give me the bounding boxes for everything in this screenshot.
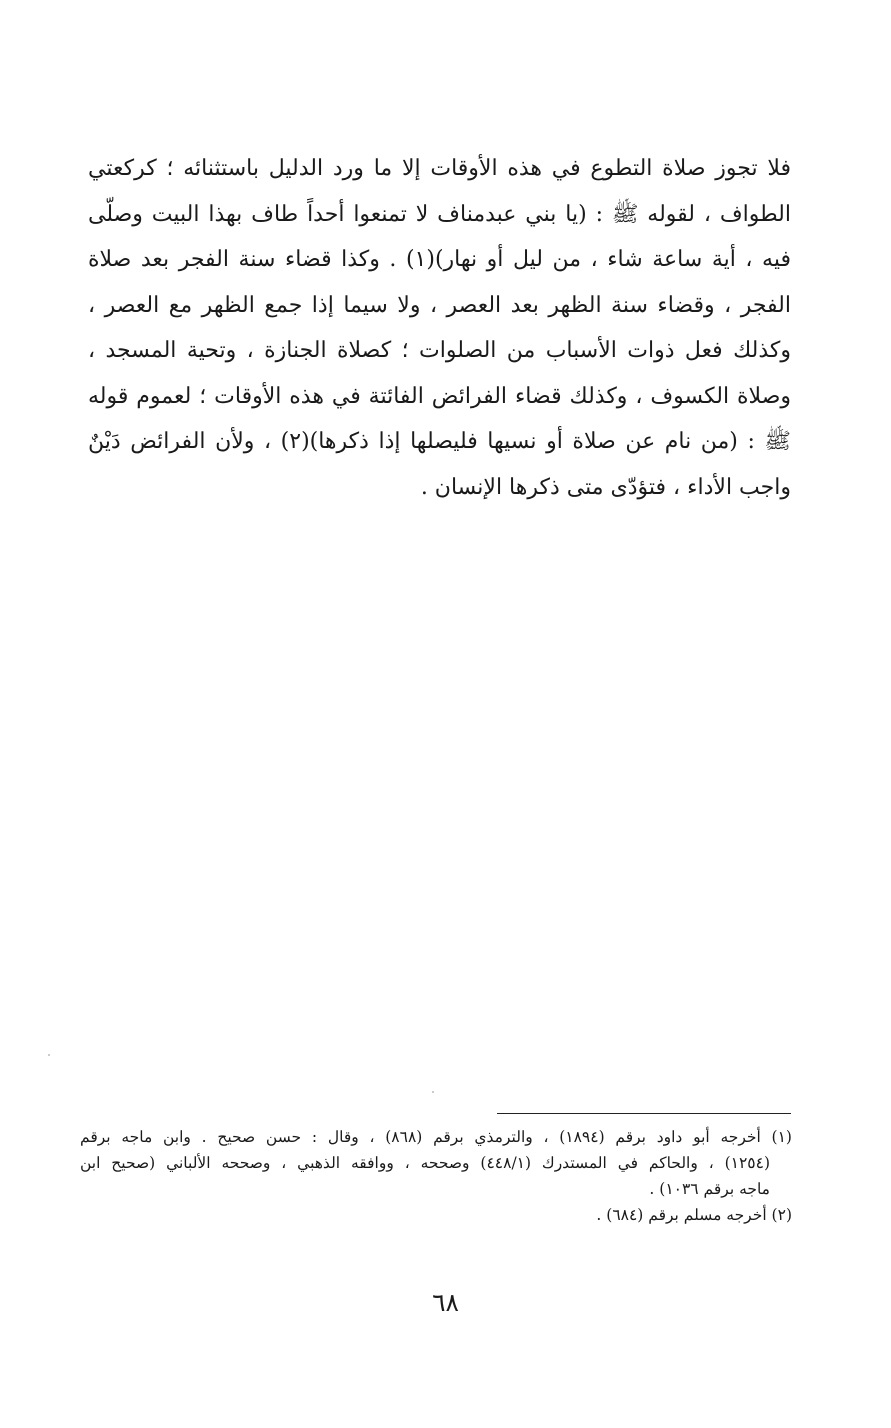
scan-speck [48,1054,50,1056]
paragraph-line-4: الفجر ، وقضاء سنة الظهر بعد العصر ، ولا سيما إذا جمع الظهر مع العصر ، [88,292,791,318]
paragraph-line-5: وكذلك فعل ذوات الأسباب من الصلوات ؛ كصلاة الجنازة ، وتحية المسجد ، [88,338,791,363]
main-paragraph [88,146,791,510]
footnote-1-line-1: (١) أخرجه أبو داود برقم (١٨٩٤) ، والترمذي برقم (٨٦٨) ، وقال : حسن صحيح . وابن ماجه برقم [80,1128,792,1146]
footnote-2: (٢) أخرجه مسلم برقم (٦٨٤) . [596,1206,792,1224]
paragraph-line-1: فلا تجوز صلاة التطوع في هذه الأوقات إلا ما ورد الدليل باستثنائه ؛ كركعتي [88,156,791,181]
paragraph-line-7: ﷺ : (من نام عن صلاة أو نسيها فليصلها إذا ذكرها)(٢) ، ولأن الفرائض دَيْنٌ [88,429,791,454]
paragraph-line-3: فيه ، أية ساعة شاء ، من ليل أو نهار)(١) . وكذا قضاء سنة الفجر بعد صلاة [88,247,791,272]
footnote-1-line-3: ماجه برقم ١٠٣٦) . [649,1180,770,1198]
footnotes [80,1124,792,1228]
paragraph-line-8: واجب الأداء ، فتؤدّى متى ذكرها الإنسان . [420,474,791,500]
footnote-separator [497,1113,791,1114]
paragraph-line-2: الطواف ، لقوله ﷺ : (يا بني عبدمناف لا تمنعوا أحداً طاف بهذا البيت وصلّى [88,201,791,227]
paragraph-line-6: وصلاة الكسوف ، وكذلك قضاء الفرائض الفائتة في هذه الأوقات ؛ لعموم قوله [88,383,791,409]
page-number: ٦٨ [432,1288,459,1317]
footnote-1-line-2: (١٢٥٤) ، والحاكم في المستدرك (٤٤٨/١) وصححه ، ووافقه الذهبي ، وصححه الألباني (صحيح ابن [80,1154,771,1172]
scan-speck [432,1091,434,1093]
